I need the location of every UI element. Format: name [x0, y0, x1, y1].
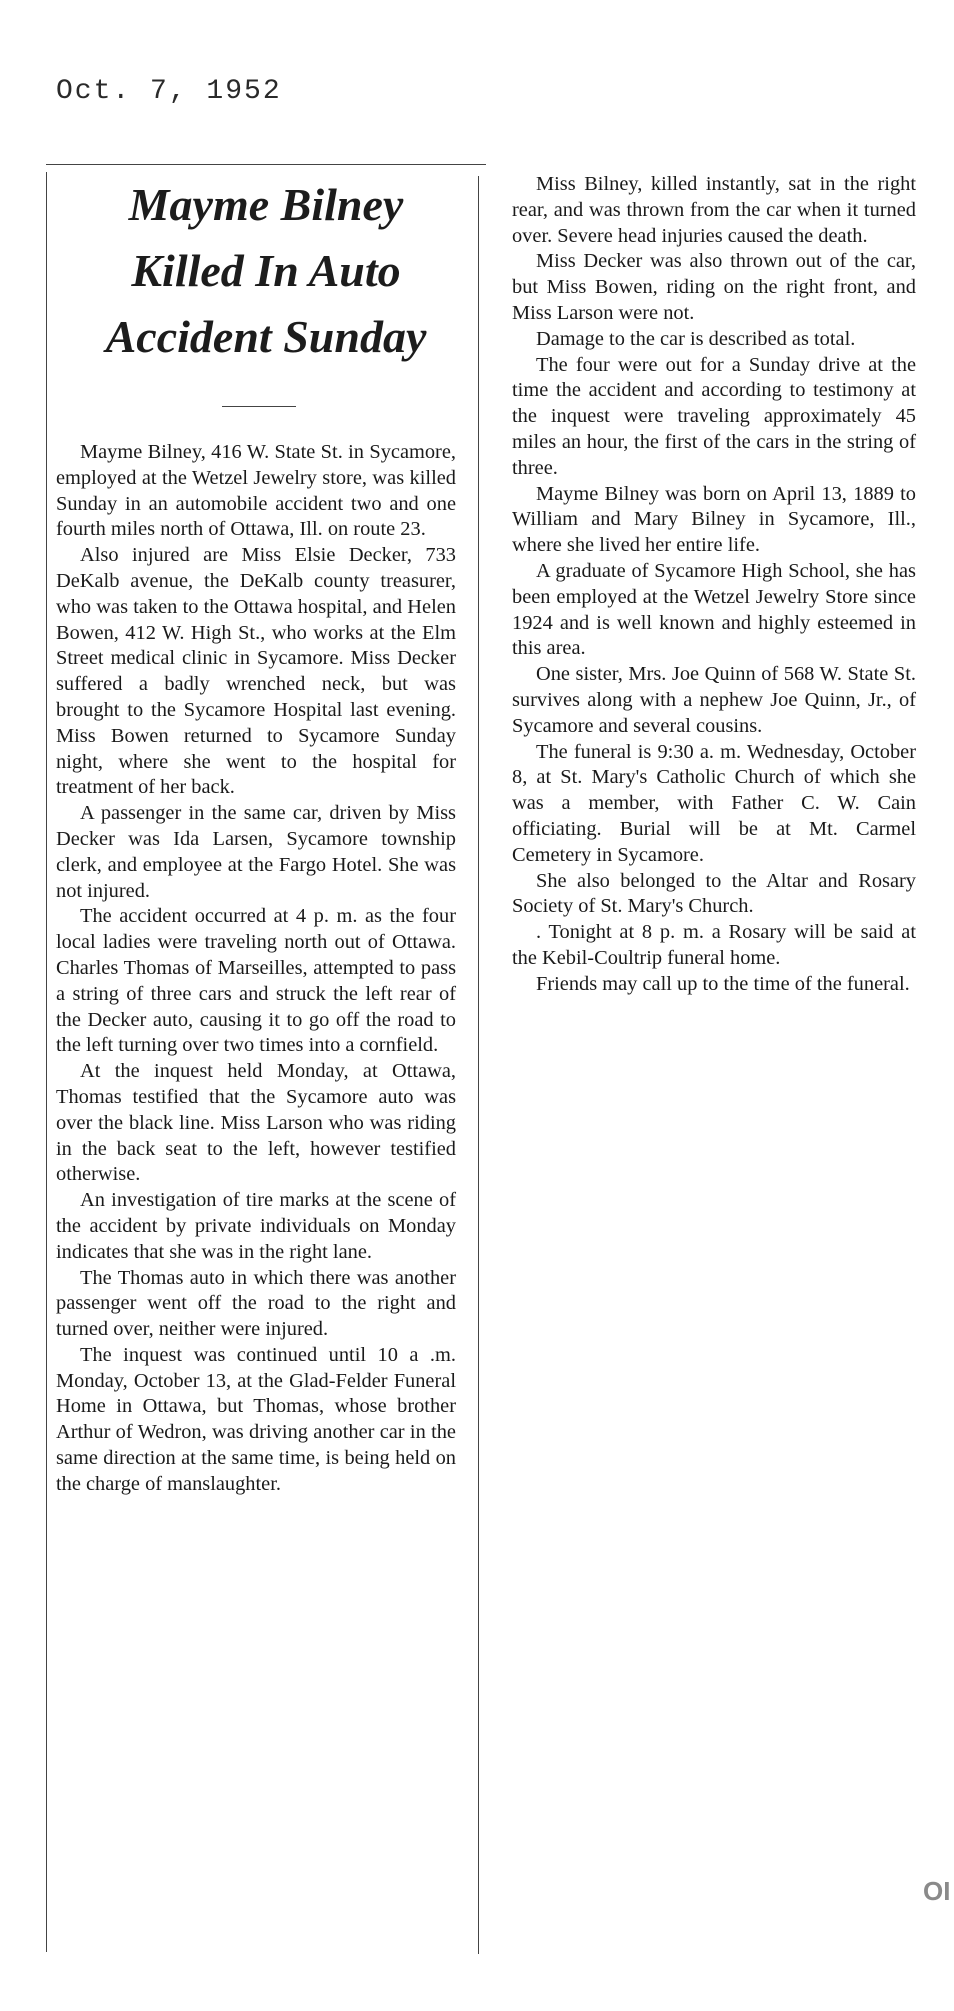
paragraph: Miss Bilney, killed instantly, sat in the right rear, and was thrown from the car when it turned over. Severe head injuries caused the death. [512, 173, 916, 247]
column-divider [478, 176, 479, 1954]
paragraph: The inquest was continued until 10 a .m. Monday, October 13, at the Glad-Felder Funeral Home in Ottawa, but Thomas, whose brother Arthur of Wedron, was driving another car in the same direction at the same time, is being held on the charge of manslaughter. [56, 1343, 456, 1495]
headline-line-1: Mayme Bilney [128, 179, 404, 230]
paragraph: Mayme Bilney, 416 W. State St. in Sycamore, employed at the Wetzel Jewelry store, was killed Sunday in an automobile accident two and one fourth miles north of Ottawa, Ill. on route 23. [56, 441, 456, 541]
clipping-left-border [46, 172, 47, 1952]
article-right-column [512, 172, 916, 998]
paragraph: A passenger in the same car, driven by Miss Decker was Ida Larsen, Sycamore township clerk, and employee at the Fargo Hotel. She was not injured. [56, 802, 456, 902]
edge-text-fragment: OI [923, 1876, 951, 1906]
paragraph: The funeral is 9:30 a. m. Wednesday, October 8, at St. Mary's Catholic Church of which she was a member, with Father C. W. Cain officiating. Burial will be at Mt. Carmel Cemetery in Sycamore. [512, 740, 916, 866]
paragraph: Friends may call up to the time of the funeral. [536, 972, 910, 995]
paragraph: . Tonight at 8 p. m. a Rosary will be said at the Kebil-Coultrip funeral home. [512, 921, 916, 969]
paragraph: The Thomas auto in which there was another passenger went off the road to the right and turned over, neither were injured. [56, 1266, 456, 1341]
paragraph: The accident occurred at 4 p. m. as the four local ladies were traveling north out of Ottawa. Charles Thomas of Marseilles, attempted to pass a string of three cars and struck the left rear of the Decker auto, causing it to go off the road to the left turning over two times into a cornfield. [56, 905, 456, 1057]
paragraph: Miss Decker was also thrown out of the car, but Miss Bowen, riding on the right front, and Miss Larson were not. [512, 250, 916, 324]
headline-line-3: Accident Sunday [105, 311, 427, 362]
article-headline [60, 172, 472, 370]
paragraph: Damage to the car is described as total. [536, 327, 856, 350]
headline-underline [222, 406, 296, 407]
headline-line-2: Killed In Auto [131, 245, 401, 296]
paragraph: Mayme Bilney was born on April 13, 1889 to William and Mary Bilney in Sycamore, Ill., where she lived her entire life. [512, 482, 916, 557]
paragraph: Also injured are Miss Elsie Decker, 733 DeKalb avenue, the DeKalb county treasurer, who was taken to the Ottawa hospital, and Helen Bowen, 412 W. High St., who works at the Elm Street medical clinic in Sycamore. Miss Decker suffered a badly wrenched neck, but was brought to the Sycamore Hospital last evening. Miss Bowen returned to Sycamore Sunday night, where she went to the hospital for treatment of her back. [56, 544, 456, 799]
paragraph: An investigation of tire marks at the scene of the accident by private individuals on Monday indicates that she was in the right lane. [56, 1189, 456, 1263]
article-left-column [56, 440, 456, 1498]
paragraph: One sister, Mrs. Joe Quinn of 568 W. State St. survives along with a nephew Joe Quinn, Jr., of Sycamore and several cousins. [512, 663, 916, 737]
clipping-top-rule [46, 164, 486, 165]
paragraph: A graduate of Sycamore High School, she has been employed at the Wetzel Jewelry Store since 1924 and is well known and highly esteemed in this area. [512, 559, 916, 660]
paragraph: The four were out for a Sunday drive at the time the accident and according to testimony at the inquest were traveling approximately 45 miles an hour, the first of the cars in the string of three. [512, 353, 916, 479]
paragraph: At the inquest held Monday, at Ottawa, Thomas testified that the Sycamore auto was over the black line. Miss Larson who was riding in the back seat to the left, however testified otherwise. [56, 1060, 456, 1186]
paragraph: She also belonged to the Altar and Rosary Society of St. Mary's Church. [512, 869, 916, 918]
clipping-date: Oct. 7, 1952 [56, 76, 282, 107]
